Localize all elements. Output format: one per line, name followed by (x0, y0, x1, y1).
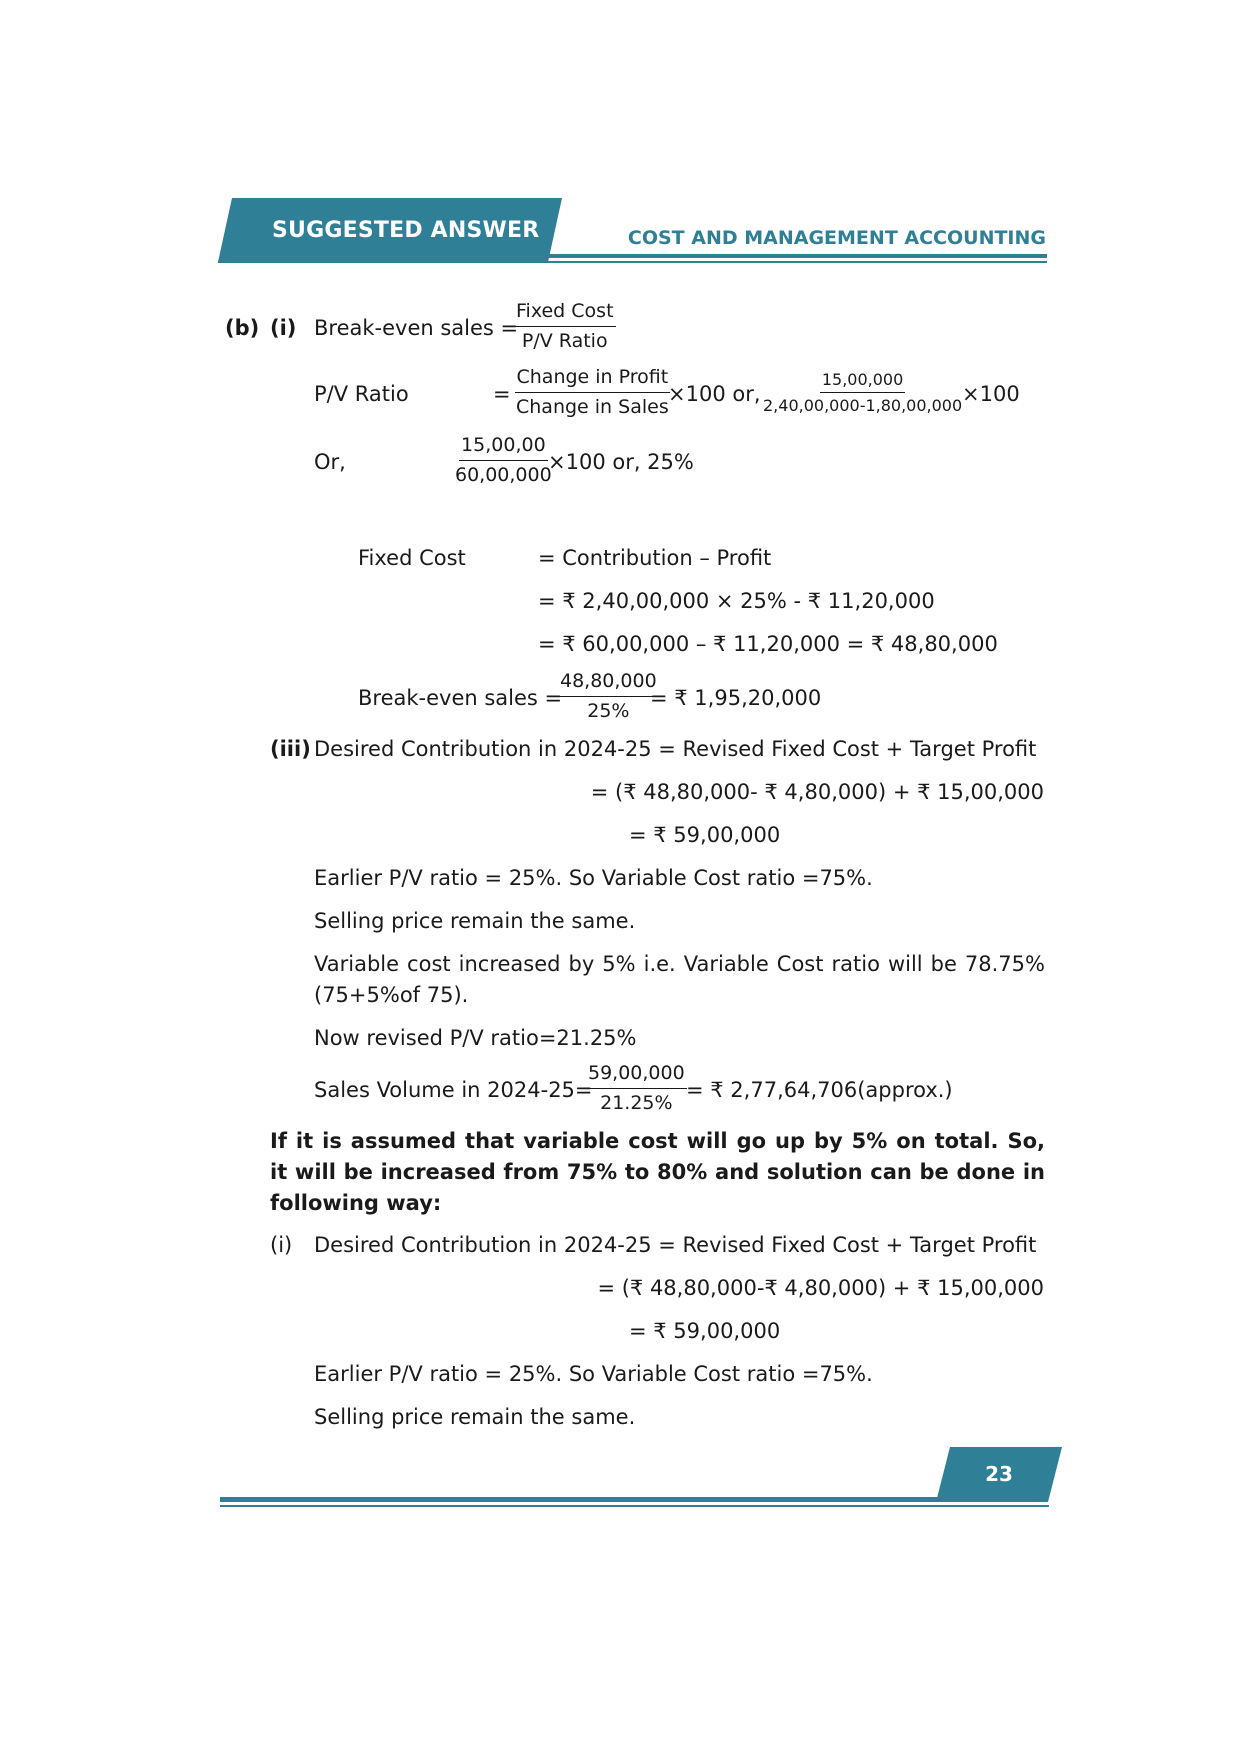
bes-denominator: P/V Ratio (521, 329, 608, 352)
sales-label: Sales Volume in 2024-25= (314, 1078, 593, 1102)
fc-line3: = ₹ 60,00,000 – ₹ 11,20,000 = ₹ 48,80,000 (538, 632, 998, 656)
pv-fraction (514, 366, 671, 419)
assumption-paragraph: If it is assumed that variable cost will go up by 5% on total. So, it will be increased from 75% to 80% and solution can be done in following way: (270, 1129, 1045, 1215)
header-rule-thick (544, 254, 1047, 258)
or-tail: ×100 or, 25% (548, 450, 694, 474)
bes-fraction (514, 300, 616, 353)
alt-marker-i: (i) (270, 1233, 293, 1257)
header-rule-thin (218, 261, 1047, 263)
pv2-tail: ×100 (962, 382, 1020, 406)
footer-rule-thick (220, 1497, 960, 1502)
header-tab-label: SUGGESTED ANSWER (272, 218, 540, 243)
iii-earlier-pv: Earlier P/V ratio = 25%. So Variable Cost ratio =75%. (314, 866, 873, 890)
pv-equals: = (493, 382, 511, 406)
pv-mid: ×100 or, (668, 382, 761, 406)
fc-line2: = ₹ 2,40,00,000 × 25% - ₹ 11,20,000 (538, 589, 935, 613)
pv2-denominator: 2,40,00,000-1,80,00,000 (763, 396, 963, 416)
pv2-numerator: 15,00,000 (820, 370, 905, 393)
sales-numerator: 59,00,000 (586, 1062, 687, 1089)
iii-line2: = (₹ 48,80,000- ₹ 4,80,000) + ₹ 15,00,000 (590, 780, 1044, 804)
iii-line3: = ₹ 59,00,000 (629, 823, 781, 847)
header-subject: COST AND MANAGEMENT ACCOUNTING (627, 227, 1046, 249)
alt-line2: = (₹ 48,80,000-₹ 4,80,000) + ₹ 15,00,000 (597, 1276, 1044, 1300)
alt-line1: Desired Contribution in 2024-25 = Revised Fixed Cost + Target Profit (314, 1233, 1037, 1257)
pv-label: P/V Ratio (314, 382, 409, 406)
or-fraction (453, 434, 554, 487)
bes-label: Break-even sales = (314, 316, 519, 340)
footer-rule-thin (220, 1505, 1049, 1507)
iii-revised-pv: Now revised P/V ratio=21.25% (314, 1026, 637, 1050)
marker-b: (b) (225, 316, 260, 340)
bes-numerator: Fixed Cost (514, 300, 616, 327)
alt-earlier-pv: Earlier P/V ratio = 25%. So Variable Cost ratio =75%. (314, 1362, 873, 1386)
iii-line1: Desired Contribution in 2024-25 = Revised Fixed Cost + Target Profit (314, 737, 1037, 761)
alt-line3: = ₹ 59,00,000 (629, 1319, 781, 1343)
fc-label: Fixed Cost (358, 546, 466, 570)
alt-selling-price: Selling price remain the same. (314, 1405, 636, 1429)
sales-fraction (586, 1062, 687, 1115)
iii-variable-cost: Variable cost increased by 5% i.e. Variable Cost ratio will be 78.75% (75+5%of 75). (314, 952, 1045, 1007)
bes2-label: Break-even sales = (358, 686, 563, 710)
bes2-fraction (558, 670, 659, 723)
marker-iii: (iii) (270, 737, 311, 761)
page-number: 23 (985, 1462, 1013, 1486)
bes2-tail: = ₹ 1,95,20,000 (650, 686, 822, 710)
fc-line1: = Contribution – Profit (538, 546, 772, 570)
or-denominator: 60,00,000 (455, 463, 552, 486)
pv2-fraction (761, 370, 964, 415)
pv-denominator: Change in Sales (516, 395, 669, 418)
sales-tail: = ₹ 2,77,64,706(approx.) (686, 1078, 953, 1102)
or-label: Or, (314, 450, 346, 474)
or-numerator: 15,00,00 (459, 434, 548, 461)
bes2-numerator: 48,80,000 (558, 670, 659, 697)
pv-numerator: Change in Profit (515, 366, 671, 393)
iii-selling-price: Selling price remain the same. (314, 909, 636, 933)
bes2-denominator: 25% (587, 699, 630, 722)
sales-denominator: 21.25% (600, 1091, 673, 1114)
marker-i: (i) (270, 316, 297, 340)
